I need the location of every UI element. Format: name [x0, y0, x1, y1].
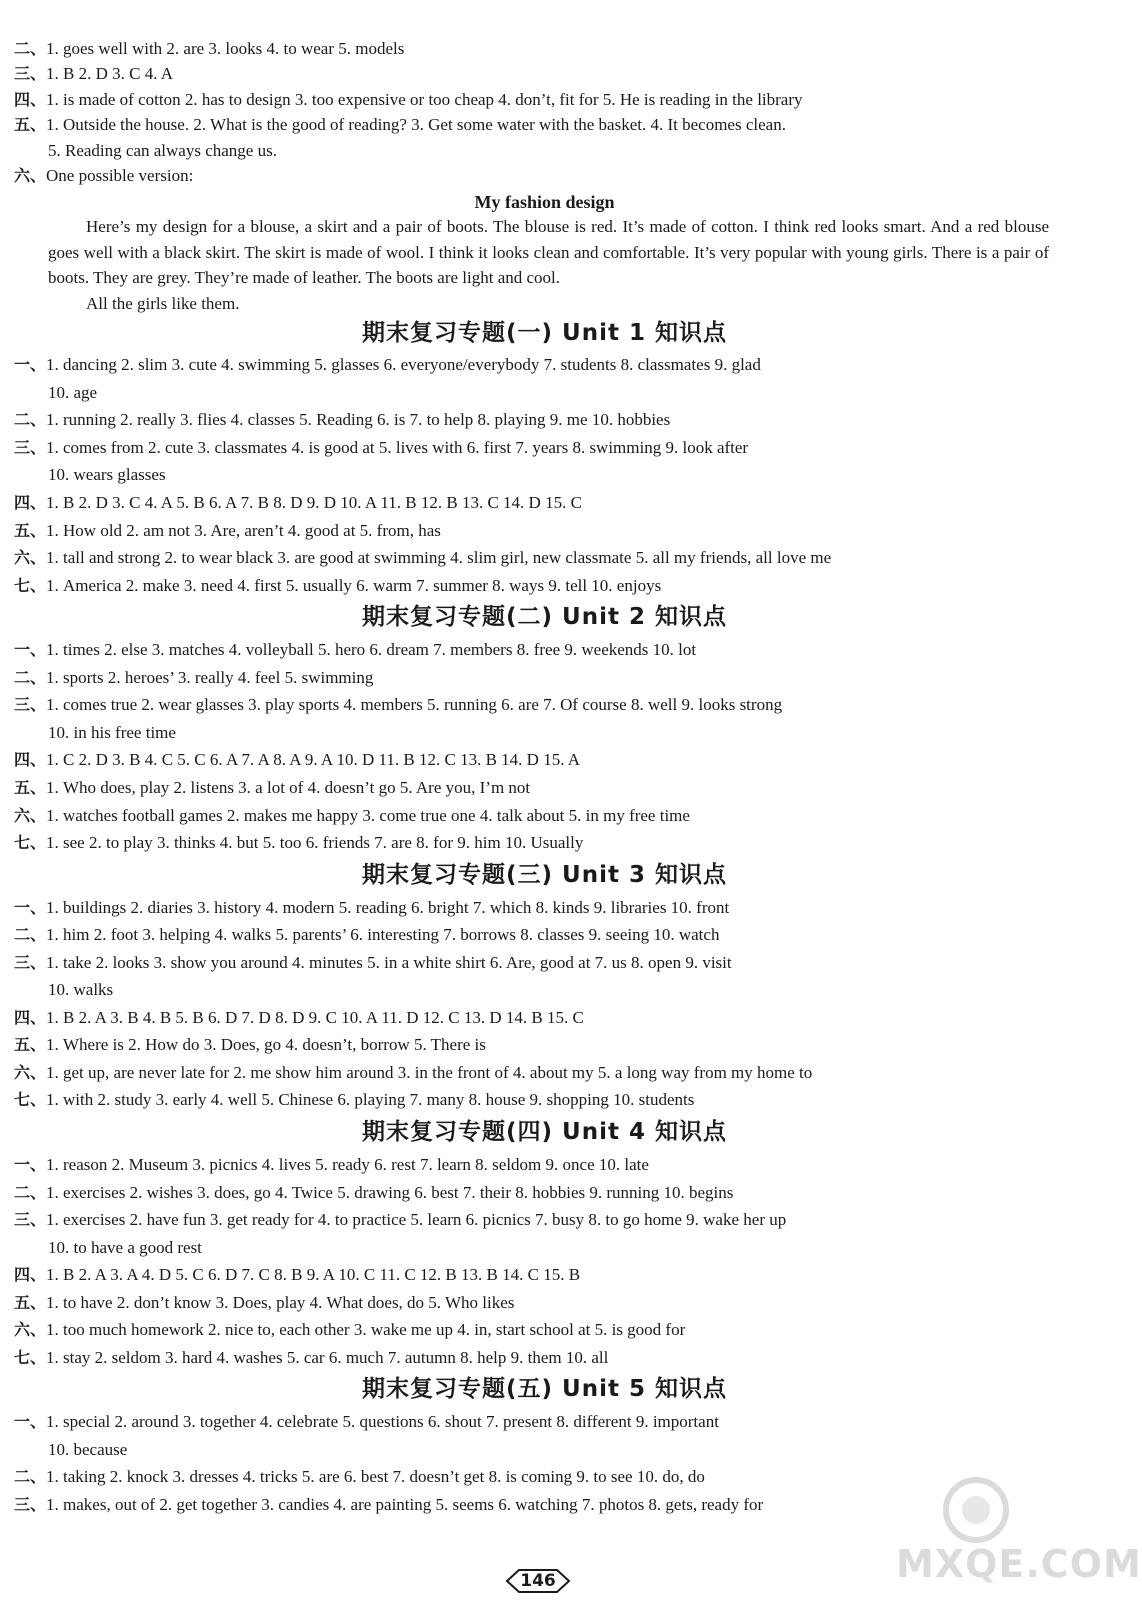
essay-title: My fashion design: [474, 192, 615, 212]
answer-line: [14, 831, 1049, 855]
answer-line: [14, 491, 1049, 515]
answer-text: 10. to have a good rest: [48, 1238, 202, 1257]
section-marker: 四、: [14, 1008, 47, 1027]
section-heading-unit-5: 期末复习专题(五) Unit 5 知识点: [362, 1376, 727, 1402]
answer-text: 10. in his free time: [48, 723, 176, 742]
answer-text: 1. take 2. looks 3. show you around 4. minutes 5. in a white shirt 6. Are, good at 7. us 8. open 9. visit: [46, 953, 732, 972]
section-heading-unit-1: 期末复习专题(一) Unit 1 知识点: [362, 320, 727, 346]
answer-text: 1. Outside the house. 2. What is the good of reading? 3. Get some water with the basket. 4. It becomes clean.: [46, 115, 786, 134]
answer-text: 1. too much homework 2. nice to, each other 3. wake me up 4. in, start school at 5. is good for: [46, 1320, 686, 1339]
answer-line: [14, 1088, 1049, 1112]
answer-text: 1. Where is 2. How do 3. Does, go 4. doesn’t, borrow 5. There is: [46, 1035, 486, 1054]
section-marker: 六、: [14, 1320, 47, 1339]
section-heading-unit-3: 期末复习专题(三) Unit 3 知识点: [362, 862, 727, 888]
answer-line: [14, 1153, 1049, 1177]
answer-text: 1. stay 2. seldom 3. hard 4. washes 5. car 6. much 7. autumn 8. help 9. them 10. all: [46, 1348, 609, 1367]
section-marker: 七、: [14, 1090, 47, 1109]
answer-line: [14, 776, 1049, 800]
answer-text: 1. see 2. to play 3. thinks 4. but 5. too 6. friends 7. are 8. for 9. him 10. Usually: [46, 833, 584, 852]
answer-line: [14, 1033, 1049, 1057]
answer-line: [14, 546, 1049, 570]
answer-line: [14, 1061, 1049, 1085]
answer-line: [14, 638, 1049, 662]
answer-text: 1. America 2. make 3. need 4. first 5. usually 6. warm 7. summer 8. ways 9. tell 10. enjoys: [46, 576, 662, 595]
page-number-text: 146: [520, 1571, 556, 1591]
answer-text: 1. sports 2. heroes’ 3. really 4. feel 5. swimming: [46, 668, 374, 687]
answer-line: [14, 519, 1049, 543]
answer-line: [14, 574, 1049, 598]
answer-line: [14, 88, 1049, 112]
answer-line: [14, 951, 1049, 975]
section-marker: 一、: [14, 1155, 47, 1174]
answer-text: 1. buildings 2. diaries 3. history 4. modern 5. reading 6. bright 7. which 8. kinds 9. libraries 10. front: [46, 898, 730, 917]
answer-text: 5. Reading can always change us.: [48, 141, 277, 160]
section-marker: 二、: [14, 39, 47, 58]
section-marker: 一、: [14, 1412, 47, 1431]
answer-line: [14, 1263, 1049, 1287]
answer-line: [14, 666, 1049, 690]
answer-text: 1. get up, are never late for 2. me show him around 3. in the front of 4. about my 5. a long way from my home to: [46, 1063, 813, 1082]
answer-text: 1. watches football games 2. makes me happy 3. come true one 4. talk about 5. in my free time: [46, 806, 690, 825]
answer-line: [48, 463, 1049, 487]
answer-text: 1. dancing 2. slim 3. cute 4. swimming 5. glasses 6. everyone/everybody 7. students 8. classmates 9. glad: [46, 355, 761, 374]
answer-text: 10. walks: [48, 980, 114, 999]
answer-line: [14, 804, 1049, 828]
watermark-logo: [876, 1470, 1142, 1590]
section-marker: 六、: [14, 806, 47, 825]
answer-line: [14, 62, 1049, 86]
section-marker: 三、: [14, 695, 47, 714]
answer-text: 1. exercises 2. have fun 3. get ready for 4. to practice 5. learn 6. picnics 7. busy 8. to go home 9. wake her up: [46, 1210, 787, 1229]
answer-text: 1. C 2. D 3. B 4. C 5. C 6. A 7. A 8. A 9. A 10. D 11. B 12. C 13. B 14. D 15. A: [46, 750, 581, 769]
section-marker: 三、: [14, 438, 47, 457]
answer-line: [14, 1181, 1049, 1205]
section-marker: 一、: [14, 355, 47, 374]
answer-line: [14, 693, 1049, 717]
answer-line: [14, 164, 1049, 188]
section-marker: 五、: [14, 1035, 47, 1054]
answer-text: 10. because: [48, 1440, 128, 1459]
answer-text: 1. goes well with 2. are 3. looks 4. to wear 5. models: [46, 39, 405, 58]
answer-text: 1. tall and strong 2. to wear black 3. are good at swimming 4. slim girl, new classmate 5. all my friends, all love me: [46, 548, 832, 567]
section-heading-unit-2: 期末复习专题(二) Unit 2 知识点: [362, 604, 727, 630]
section-marker: 四、: [14, 1265, 47, 1284]
answer-line: [48, 978, 1049, 1002]
answer-line: [14, 1208, 1049, 1232]
section-marker: 六、: [14, 548, 47, 567]
section-marker: 三、: [14, 1495, 47, 1514]
section-marker: 五、: [14, 521, 47, 540]
section-marker: 六、: [14, 1063, 47, 1082]
answer-text: 1. comes true 2. wear glasses 3. play sports 4. members 5. running 6. are 7. Of course 8. well 9. looks strong: [46, 695, 783, 714]
answer-text: 1. B 2. A 3. B 4. B 5. B 6. D 7. D 8. D 9. C 10. A 11. D 12. C 13. D 14. B 15. C: [46, 1008, 584, 1027]
answer-line: [14, 896, 1049, 920]
answer-text: 1. makes, out of 2. get together 3. candies 4. are painting 5. seems 6. watching 7. photos 8. gets, ready for: [46, 1495, 764, 1514]
answer-line: [14, 748, 1049, 772]
answer-line: [14, 436, 1049, 460]
section-marker: 二、: [14, 1467, 47, 1486]
answer-text: One possible version:: [46, 166, 194, 185]
answer-line: [14, 1006, 1049, 1030]
watermark-text: MXQE.COM: [896, 1542, 1142, 1586]
answer-line: [14, 408, 1049, 432]
answer-text: 10. wears glasses: [48, 465, 166, 484]
answer-text: 1. special 2. around 3. together 4. celebrate 5. questions 6. shout 7. present 8. different 9. important: [46, 1412, 719, 1431]
answer-line: [14, 37, 1049, 61]
answer-text: 1. Who does, play 2. listens 3. a lot of 4. doesn’t go 5. Are you, I’m not: [46, 778, 531, 797]
answer-text: 1. comes from 2. cute 3. classmates 4. is good at 5. lives with 6. first 7. years 8. swimming 9. look after: [46, 438, 749, 457]
section-marker: 二、: [14, 668, 47, 687]
section-heading-unit-4: 期末复习专题(四) Unit 4 知识点: [362, 1119, 727, 1145]
section-marker: 四、: [14, 90, 47, 109]
essay-paragraph: Here’s my design for a blouse, a skirt and a pair of boots. The blouse is red. It’s made of cotton. I think red looks smart. And a red blouse goes well with a black skirt. The skirt is made of wool. I think it looks clean and comfortable. It’s very popular with young girls. There is a pair of boots. They are grey. They’re made of leather. The boots are light and cool.: [48, 217, 1049, 287]
section-marker: 五、: [14, 115, 47, 134]
answer-text: 1. How old 2. am not 3. Are, aren’t 4. good at 5. from, has: [46, 521, 441, 540]
section-marker: 四、: [14, 750, 47, 769]
answer-text: 1. running 2. really 3. flies 4. classes 5. Reading 6. is 7. to help 8. playing 9. me 10. hobbies: [46, 410, 671, 429]
answer-line: [14, 1318, 1049, 1342]
section-marker: 七、: [14, 1348, 47, 1367]
answer-line: [14, 1346, 1049, 1370]
answer-line: [48, 1236, 1049, 1260]
answer-line: [14, 1291, 1049, 1315]
answer-text: 1. reason 2. Museum 3. picnics 4. lives 5. ready 6. rest 7. learn 8. seldom 9. once 10. late: [46, 1155, 649, 1174]
section-marker: 三、: [14, 1210, 47, 1229]
answer-text: 1. him 2. foot 3. helping 4. walks 5. parents’ 6. interesting 7. borrows 8. classes 9. seeing 10. watch: [46, 925, 720, 944]
page-number: [505, 1568, 571, 1594]
section-marker: 七、: [14, 576, 47, 595]
answer-line: [14, 1410, 1049, 1434]
section-marker: 七、: [14, 833, 47, 852]
answer-line: [48, 381, 1049, 405]
essay-closing: All the girls like them.: [86, 294, 240, 313]
answer-text: 10. age: [48, 383, 98, 402]
answer-line: [48, 721, 1049, 745]
section-marker: 五、: [14, 1293, 47, 1312]
section-marker: 四、: [14, 493, 47, 512]
answer-text: 1. exercises 2. wishes 3. does, go 4. Twice 5. drawing 6. best 7. their 8. hobbies 9. running 10. begins: [46, 1183, 734, 1202]
answer-text: 1. with 2. study 3. early 4. well 5. Chinese 6. playing 7. many 8. house 9. shopping 10. students: [46, 1090, 695, 1109]
section-marker: 五、: [14, 778, 47, 797]
section-marker: 一、: [14, 898, 47, 917]
section-marker: 二、: [14, 410, 47, 429]
section-marker: 三、: [14, 64, 47, 83]
section-marker: 六、: [14, 166, 47, 185]
answer-line: [48, 139, 1049, 163]
answer-text: 1. B 2. D 3. C 4. A: [46, 64, 174, 83]
answer-text: 1. to have 2. don’t know 3. Does, play 4. What does, do 5. Who likes: [46, 1293, 515, 1312]
section-marker: 二、: [14, 925, 47, 944]
answer-line: [48, 1438, 1049, 1462]
answer-text: 1. B 2. A 3. A 4. D 5. C 6. D 7. C 8. B 9. A 10. C 11. C 12. B 13. B 14. C 15. B: [46, 1265, 581, 1284]
answer-text: 1. taking 2. knock 3. dresses 4. tricks 5. are 6. best 7. doesn’t get 8. is coming 9. to see 10. do, do: [46, 1467, 705, 1486]
section-marker: 三、: [14, 953, 47, 972]
section-marker: 一、: [14, 640, 47, 659]
answer-line: [14, 113, 1049, 137]
answer-text: 1. times 2. else 3. matches 4. volleyball 5. hero 6. dream 7. members 8. free 9. weekends 10. lot: [46, 640, 697, 659]
answer-text: 1. is made of cotton 2. has to design 3. too expensive or too cheap 4. don’t, fit for 5. He is reading in the library: [46, 90, 803, 109]
answer-line: [14, 923, 1049, 947]
answer-text: 1. B 2. D 3. C 4. A 5. B 6. A 7. B 8. D 9. D 10. A 11. B 12. B 13. C 14. D 15. C: [46, 493, 582, 512]
section-marker: 二、: [14, 1183, 47, 1202]
answer-line: [14, 353, 1049, 377]
